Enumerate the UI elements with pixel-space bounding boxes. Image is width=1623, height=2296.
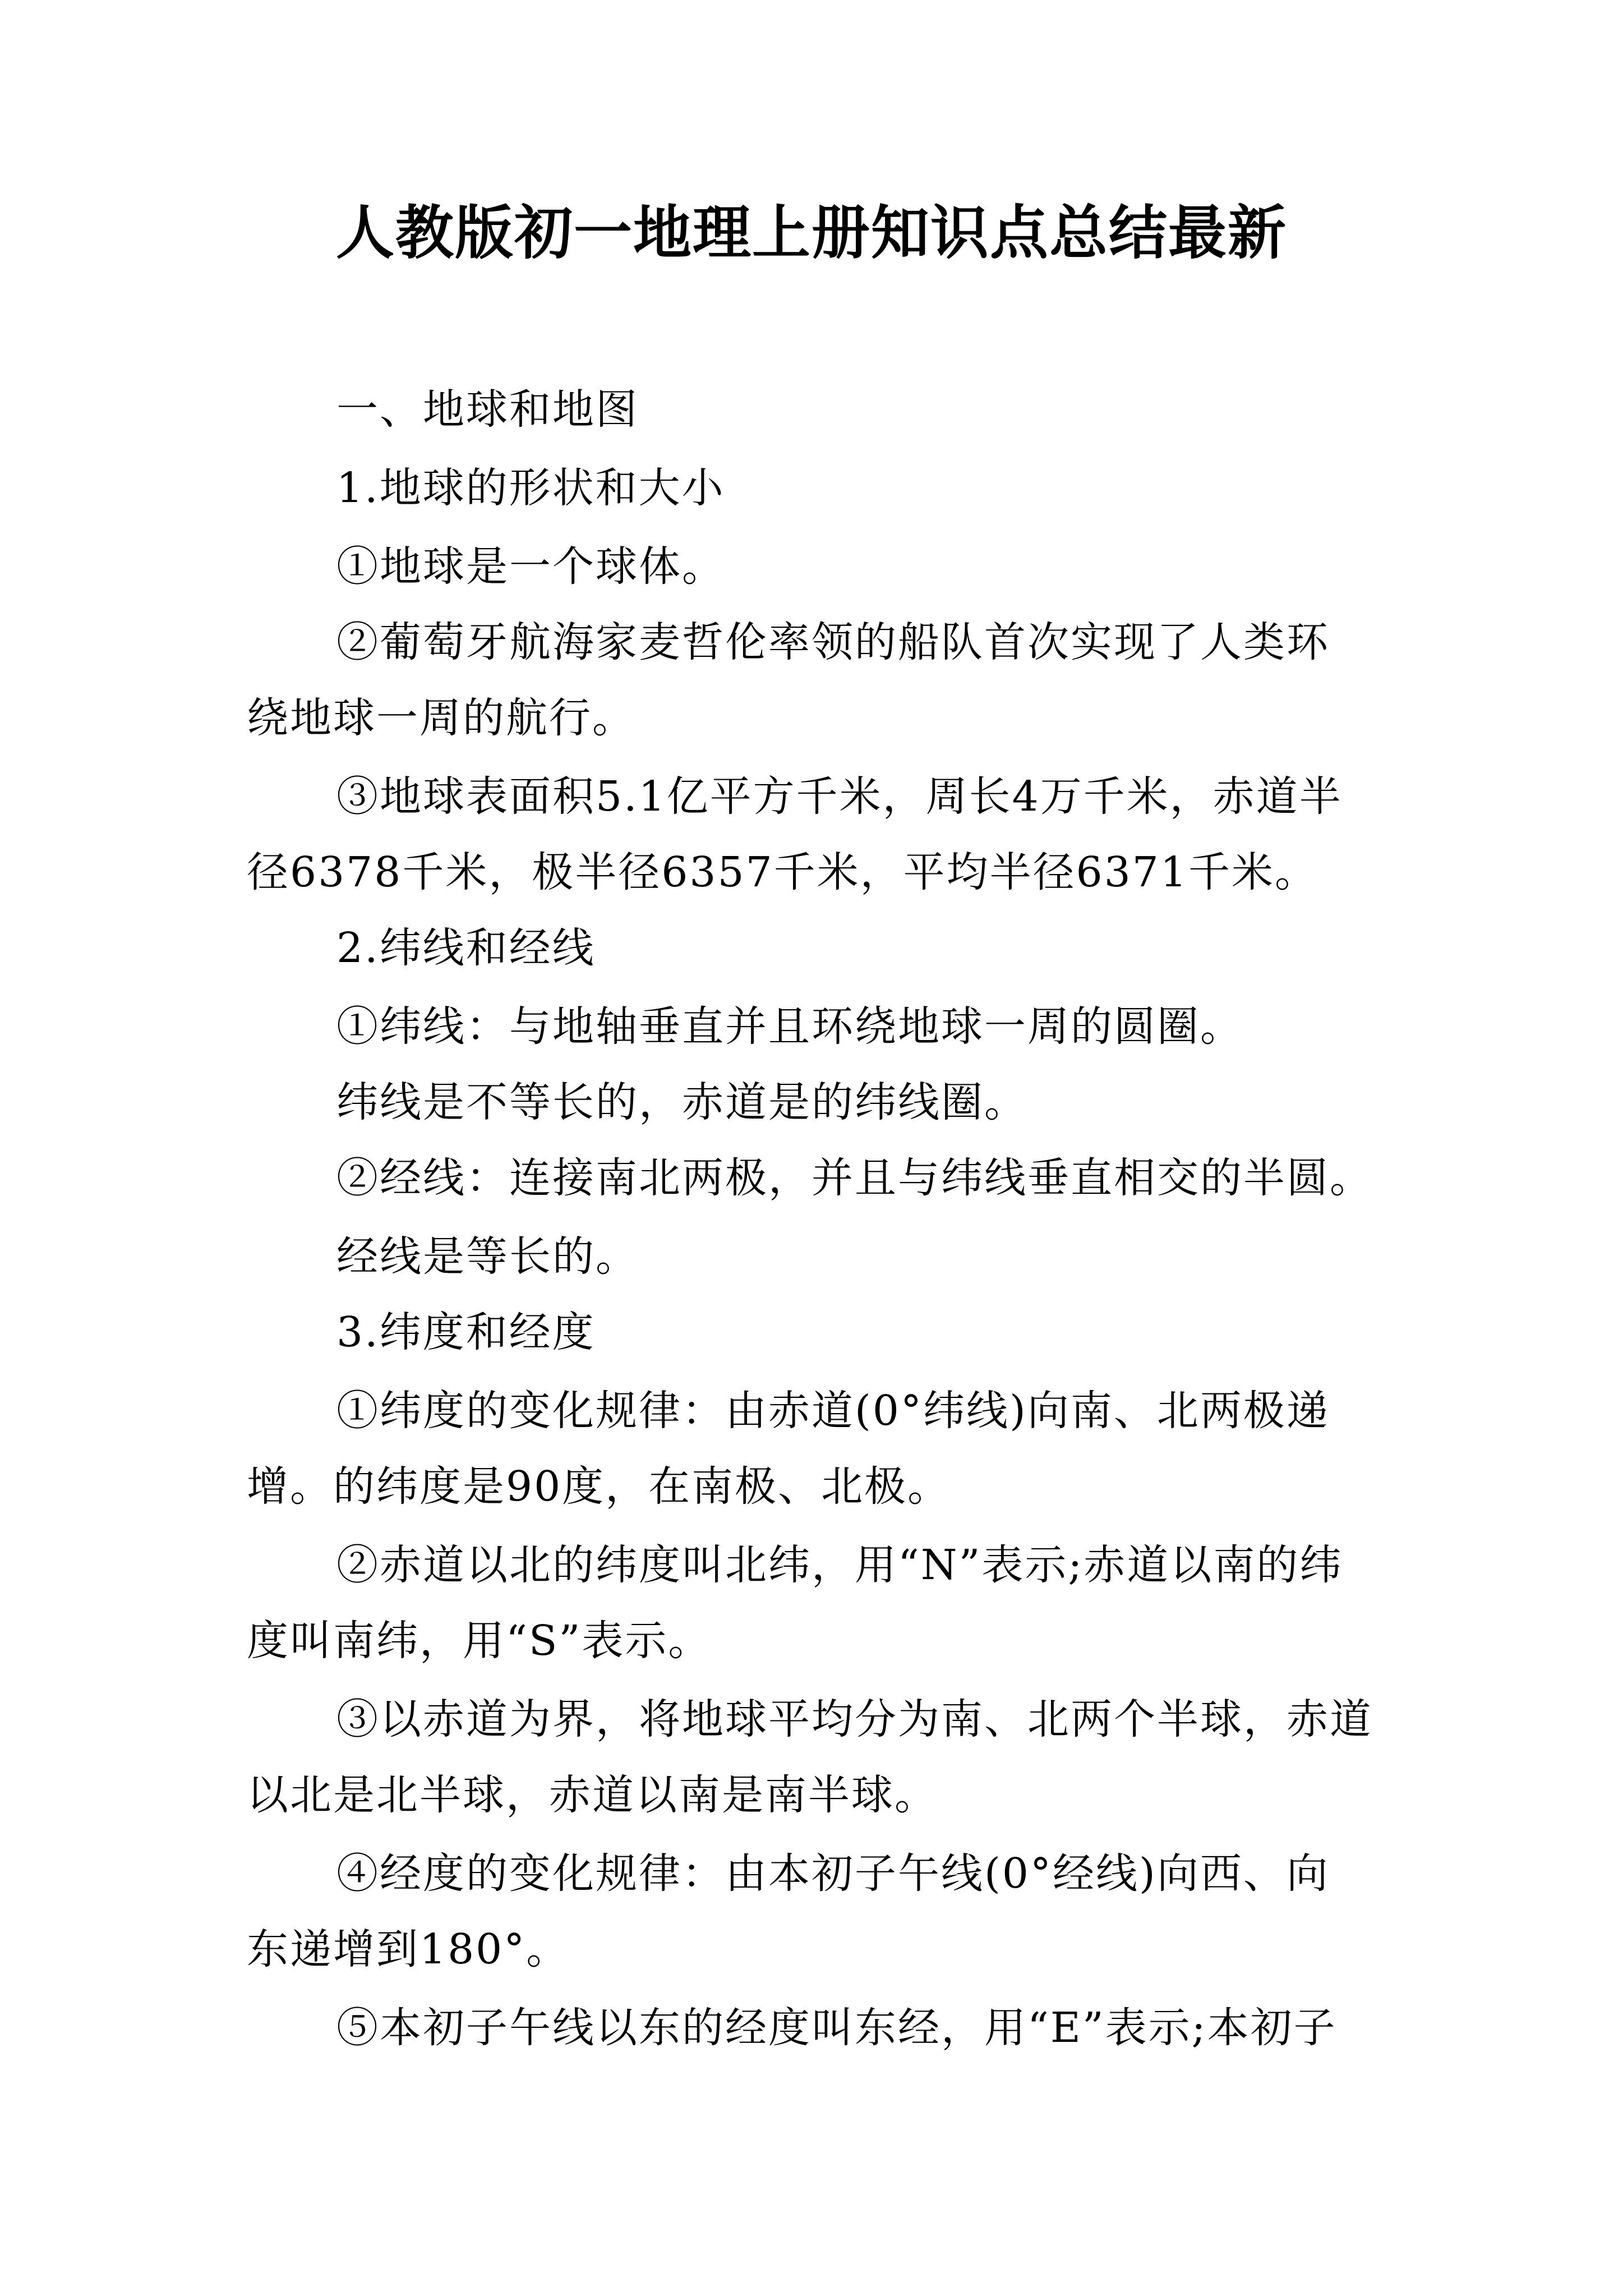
subheading-shape-and-size: 1.地球的形状和大小 <box>336 464 725 512</box>
paragraph-line: 纬线是不等长的，赤道是的纬线圈。 <box>336 1078 1027 1126</box>
paragraph-line: ②葡萄牙航海家麦哲伦率领的船队首次实现了人类环 <box>336 618 1330 666</box>
subheading-latitude-longitude-lines: 2.纬线和经线 <box>336 924 596 972</box>
subheading-latitude-longitude-degrees: 3.纬度和经度 <box>336 1308 596 1356</box>
paragraph-line: 东递增到180°。 <box>247 1925 570 1973</box>
paragraph-line: ④经度的变化规律：由本初子午线(0°经线)向西、向 <box>336 1849 1330 1898</box>
paragraph-line: ②赤道以北的纬度叫北纬，用“N”表示;赤道以南的纬 <box>336 1541 1343 1589</box>
paragraph-line: 经线是等长的。 <box>336 1232 639 1281</box>
document-title: 人教版初一地理上册知识点总结最新 <box>335 198 1287 267</box>
paragraph-line: ①纬度的变化规律：由赤道(0°纬线)向南、北两极递 <box>336 1387 1330 1435</box>
paragraph-line: ①地球是一个球体。 <box>336 542 725 591</box>
paragraph-line: 增。的纬度是90度，在南极、北极。 <box>247 1462 951 1511</box>
paragraph-line: ③以赤道为界，将地球平均分为南、北两个半球，赤道 <box>336 1695 1373 1743</box>
section-heading-earth-and-maps: 一、地球和地图 <box>336 385 639 434</box>
paragraph-line: 绕地球一周的航行。 <box>247 694 635 742</box>
paragraph-line: ③地球表面积5.1亿平方千米，周长4万千米，赤道半 <box>336 772 1343 821</box>
paragraph-line: 径6378千米，极半径6357千米，平均半径6371千米。 <box>247 848 1318 896</box>
paragraph-line: 度叫南纬，用“S”表示。 <box>247 1617 712 1665</box>
paragraph-line: 以北是北半球，赤道以南是南半球。 <box>247 1771 938 1819</box>
paragraph-line: ①纬线：与地轴垂直并且环绕地球一周的圆圈。 <box>336 1002 1243 1051</box>
paragraph-line: ⑤本初子午线以东的经度叫东经，用“E”表示;本初子 <box>336 2004 1337 2052</box>
paragraph-line: ②经线：连接南北两极，并且与纬线垂直相交的半圆。 <box>336 1154 1373 1202</box>
